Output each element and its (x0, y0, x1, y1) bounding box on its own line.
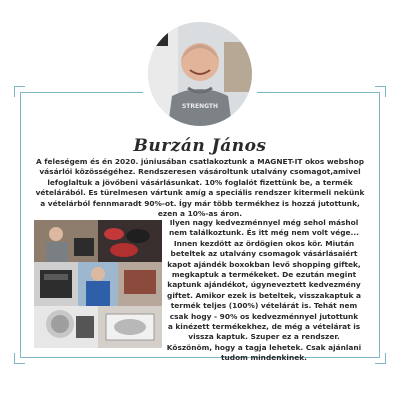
product-photos-icon (34, 220, 162, 348)
product-photo-collage (34, 220, 162, 348)
svg-text:STRENGTH: STRENGTH (181, 103, 219, 110)
frame-corner-bottom-left (14, 353, 25, 364)
person-photo-icon (148, 22, 252, 126)
avatar (148, 22, 252, 126)
testimonial-continuation: Ilyen nagy kedvezménnyel még sehol máshol nem találkoztunk. És itt még nem volt vége... Innen kezdött az ördögien okos kör. Miután beteltek az utalvány csomagok vásárlásaiért kapot ajándék boxokban levő shopping giftek, megkaptuk a termékeket. De ezután megint kaptunk ajándékot, úgyneveztett kedvezmény giftet. Amikor ezek is beteltek, visszakaptuk a termék teljes (100%) vételárát is. Tehát nem csak hogy - 90% os kedvezménnyel jutottunk a kinézett termékekhez, de még a vételárat is vissza kaptuk. Szuper ez a rendszer. Köszönöm, hogy a tagja lehetek. Csak ajánlani tudom mindenkinek. (166, 218, 362, 363)
frame-corner-top-right (375, 86, 386, 97)
testimonial-intro: A feleségem és én 2020. júniusában csatlakoztunk a MAGNET-IT okos webshop vásárlói közösségéhez. Rendszeresen vásároltunk utalvány csomagot,amivel lefoglaltuk a jövőbeni vásárlásunkat. 10% foglalót fizettünk be, a termék vételárából. Es türelmesen vártunk amíg a speciális rendszer kitermeli nekünk a vételárból fennmaradt 90%-ot. Így már több termékhez is hozzá jutottunk, ezen a 10%-as áron. (35, 157, 365, 219)
customer-name: Burzán János (133, 136, 267, 156)
frame-corner-top-left (14, 86, 25, 97)
frame-corner-bottom-right (375, 353, 386, 364)
